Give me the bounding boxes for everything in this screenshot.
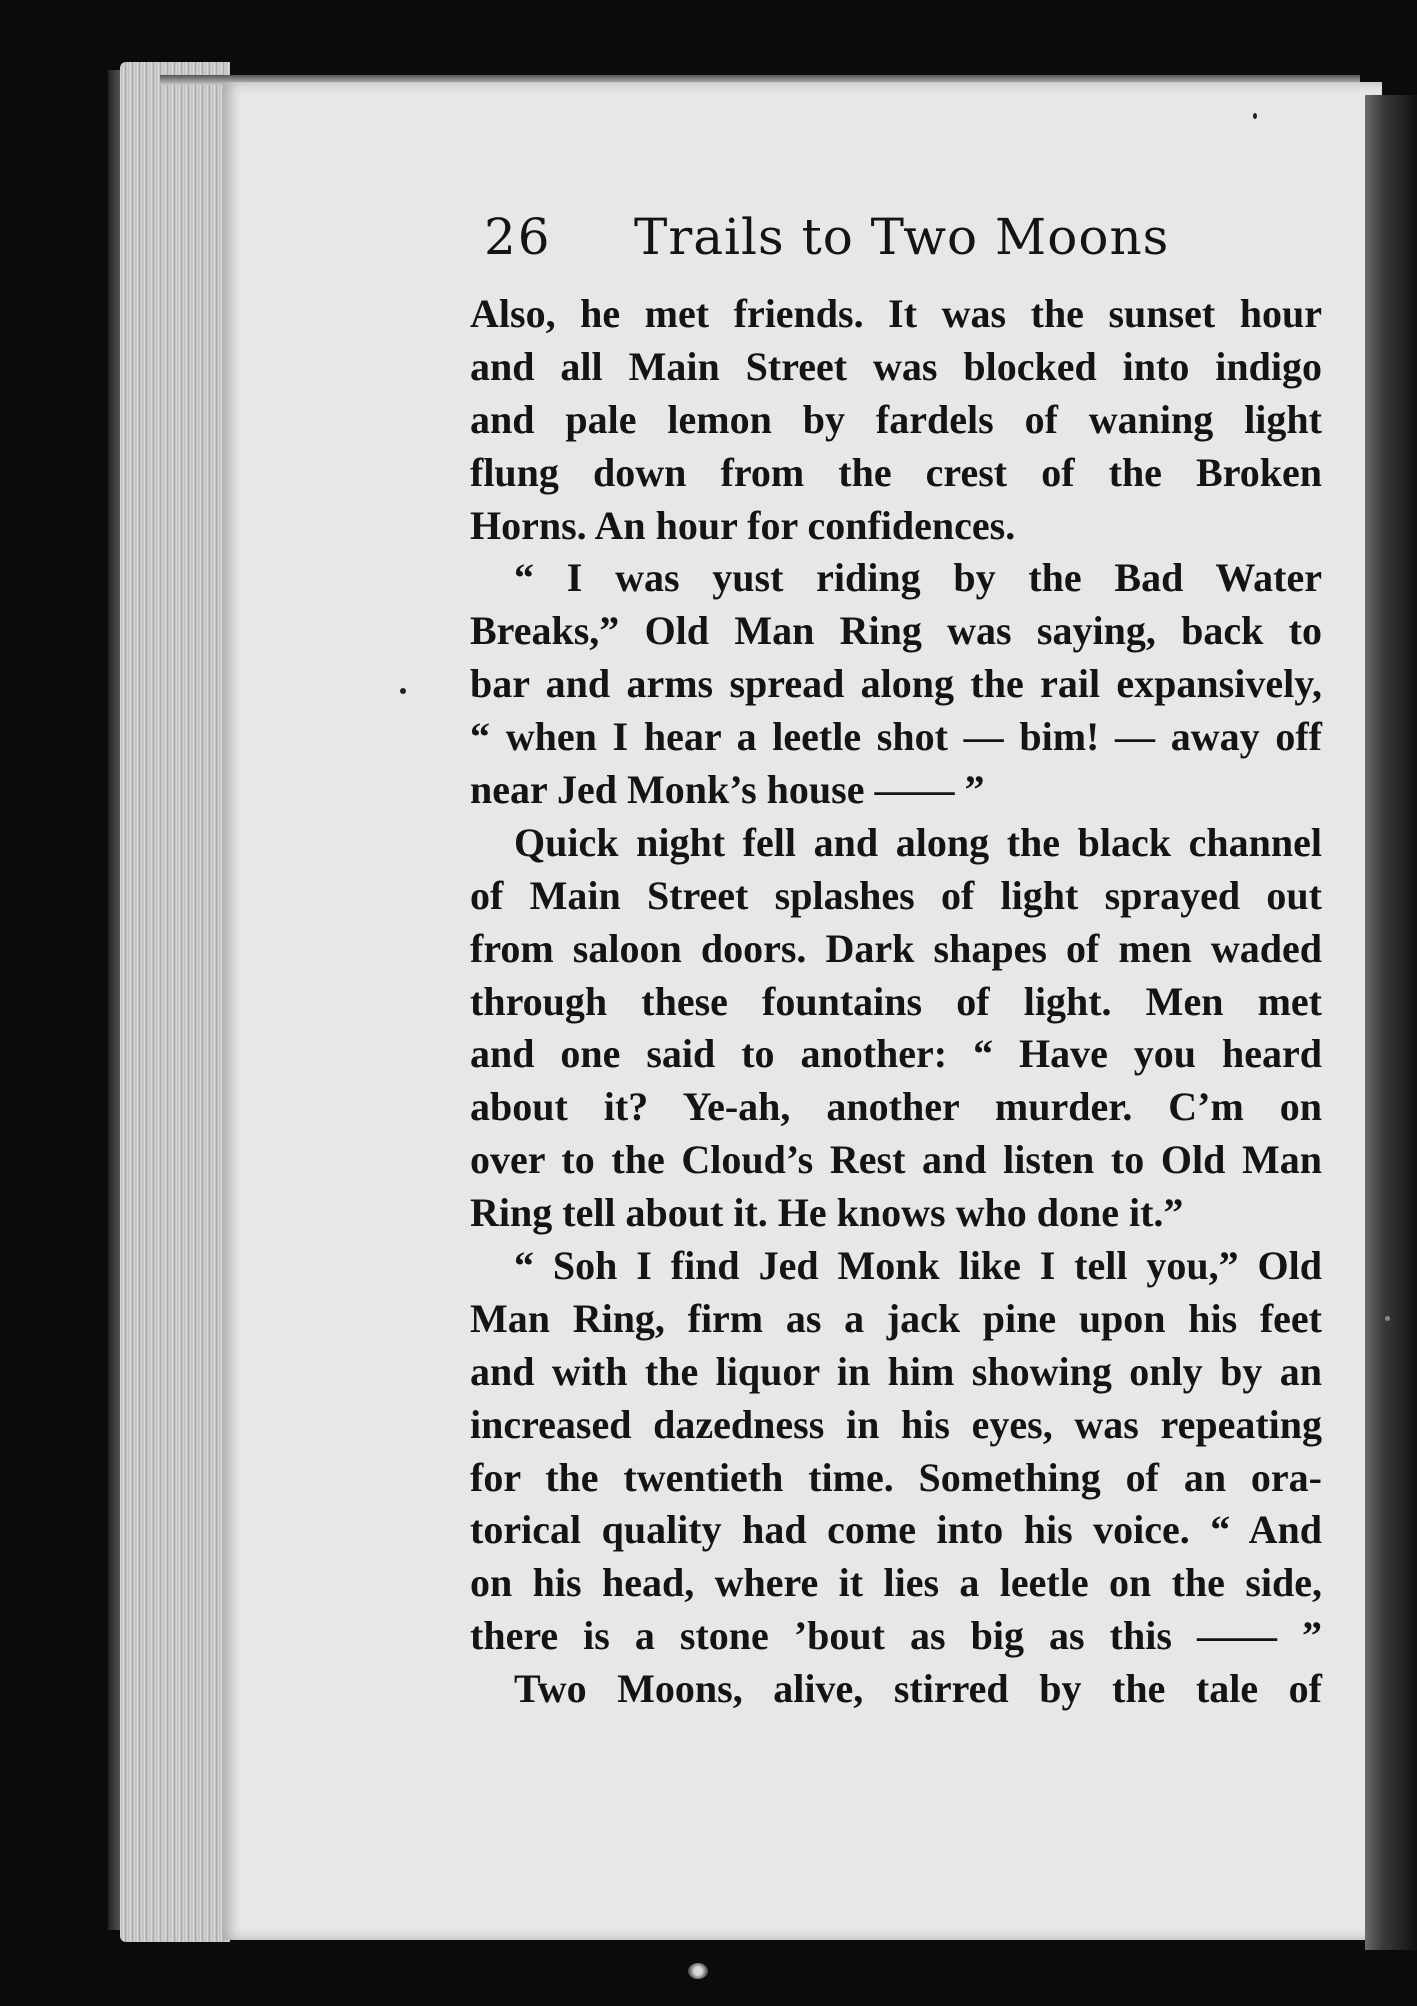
text-line: Horns. An hour for confidences.: [470, 502, 1016, 548]
text-line: “ I was yust riding by the Bad Water: [514, 555, 1322, 601]
text-line: through these fountains of light. Men met: [470, 978, 1322, 1024]
text-line: Two Moons, alive, stirred by the tale of: [514, 1666, 1322, 1712]
text-line: Breaks,” Old Man Ring was saying, back to: [470, 608, 1322, 654]
dust-speck: [400, 688, 406, 694]
scan-mark: [688, 1963, 708, 1979]
page-stack-edges: [120, 62, 230, 1942]
text-line: Man Ring, firm as a jack pine upon his feet: [470, 1295, 1322, 1341]
text-line: bar and arms spread along the rail expansively,: [470, 661, 1322, 707]
text-line: over to the Cloud’s Rest and listen to Old Man: [470, 1137, 1322, 1183]
text-line: of Main Street splashes of light sprayed out: [470, 872, 1322, 918]
text-line: Ring tell about it. He knows who done it.”: [470, 1190, 1184, 1236]
text-line: Quick night fell and along the black channel: [514, 819, 1322, 865]
page-header: [484, 208, 1184, 278]
dust-speck: [1253, 113, 1257, 119]
text-line: for the twentieth time. Something of an ora-: [470, 1454, 1322, 1500]
text-line: about it? Ye-ah, another murder. C’m on: [470, 1084, 1322, 1130]
page-number: 26: [484, 208, 552, 266]
text-line: “ Soh I find Jed Monk like I tell you,” Old: [514, 1243, 1322, 1289]
text-line: and all Main Street was blocked into indigo: [470, 343, 1322, 389]
text-line: there is a stone ’bout as big as this —— ”: [470, 1613, 1322, 1659]
right-page-shadow: [1365, 95, 1417, 1950]
text-line: torical quality had come into his voice. “ And: [470, 1507, 1322, 1553]
text-line: increased dazedness in his eyes, was repeating: [470, 1401, 1322, 1447]
body-text: [470, 288, 1322, 1716]
text-line: and one said to another: “ Have you heard: [470, 1031, 1322, 1077]
dust-speck: [1385, 1316, 1390, 1321]
text-line: from saloon doors. Dark shapes of men waded: [470, 925, 1322, 971]
text-line: “ when I hear a leetle shot — bim! — away off: [470, 714, 1322, 760]
text-line: and pale lemon by fardels of waning light: [470, 396, 1322, 442]
text-line: Also, he met friends. It was the sunset hour: [470, 291, 1322, 336]
text-line: on his head, where it lies a leetle on the side,: [470, 1560, 1322, 1606]
text-line: flung down from the crest of the Broken: [470, 449, 1322, 495]
running-title: Trails to Two Moons: [634, 208, 1170, 266]
text-line: near Jed Monk’s house —— ”: [470, 767, 985, 813]
text-line: and with the liquor in him showing only by an: [470, 1348, 1322, 1394]
